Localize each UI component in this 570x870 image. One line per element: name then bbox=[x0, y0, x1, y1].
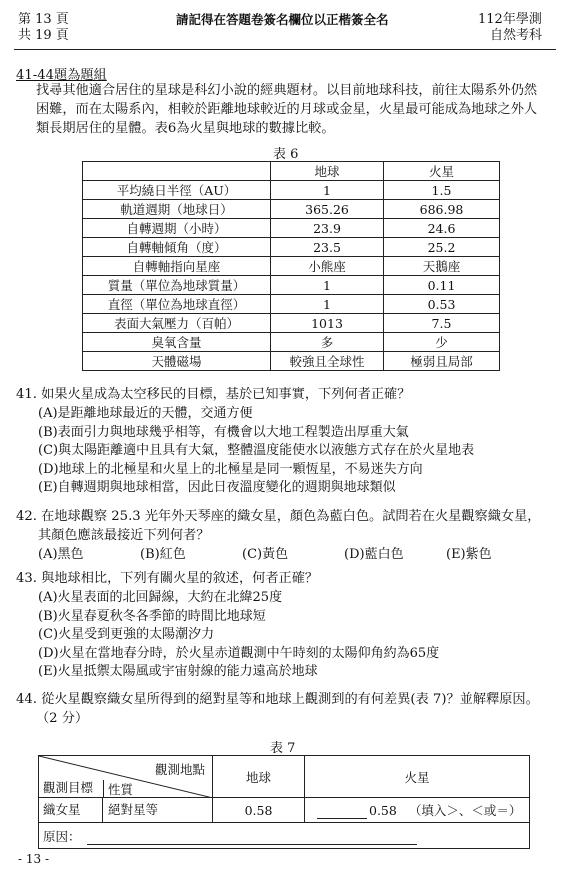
table-cell: 自轉軸傾角（度） bbox=[83, 238, 271, 257]
corner-left-label: 觀測目標 bbox=[43, 780, 94, 795]
signature-notice: 請記得在答題卷簽名欄位以正楷簽全名 bbox=[176, 12, 389, 27]
question-43-stem: 43. 與地球相比，下列有關火星的敘述，何者正確？ bbox=[16, 571, 319, 586]
option-a: (A)黑色 bbox=[38, 547, 84, 562]
table-cell: 少 bbox=[384, 333, 500, 352]
target-label: 織女星 bbox=[39, 798, 103, 822]
question-42-stem bbox=[16, 508, 556, 545]
header-divider bbox=[14, 49, 556, 50]
reason-cell bbox=[39, 823, 530, 849]
table-cell: 25.2 bbox=[384, 238, 500, 257]
table-cell: 質量（單位為地球質量） bbox=[83, 276, 271, 295]
option-c: (C)黃色 bbox=[242, 547, 289, 562]
question-43-options bbox=[38, 589, 558, 682]
table-cell: 1 bbox=[271, 295, 384, 314]
table-cell: 臭氧含量 bbox=[83, 333, 271, 352]
exam-name: 112年學測 bbox=[478, 12, 542, 27]
table-cell: 0.11 bbox=[384, 276, 500, 295]
corner-top-label: 觀測地點 bbox=[155, 762, 206, 777]
page-total: 共 19 頁 bbox=[18, 28, 69, 43]
table-cell: 天鵝座 bbox=[384, 257, 500, 276]
subject-name: 自然考科 bbox=[490, 28, 543, 43]
fill-hint: （填入＞、＜或＝） bbox=[408, 803, 522, 818]
table-cell: 1 bbox=[271, 276, 384, 295]
table-row bbox=[83, 200, 500, 219]
option-c: (C)火星受到更強的太陽潮汐力 bbox=[38, 627, 215, 642]
table-row bbox=[83, 333, 500, 352]
table-row bbox=[83, 295, 500, 314]
option-c: (C)與太陽距離適中且具有大氣，整體溫度能使水以液態方式存在於火星地表 bbox=[38, 443, 475, 458]
intro-line: 找尋其他適合居住的星球是科幻小說的經典題材。以目前地球科技，前往太陽系外仍然 bbox=[36, 83, 538, 98]
intro-line: 類長期居住的星體。表6為火星與地球的數據比較。 bbox=[36, 121, 335, 136]
page-number: 第 13 頁 bbox=[18, 12, 69, 27]
question-44-stem: 44. 從火星觀察織女星所得到的絕對星等和地球上觀測到的有何差異(表 7)？並解釋原因。 bbox=[16, 692, 539, 707]
table7-caption: 表 7 bbox=[270, 741, 296, 756]
table-cell: 較強且全球性 bbox=[271, 352, 384, 371]
table-cell bbox=[83, 162, 271, 181]
table-row bbox=[83, 238, 500, 257]
option-e: (E)自轉週期與地球相當，因此日夜溫度變化的週期與地球類似 bbox=[38, 480, 396, 495]
table-cell: 地球 bbox=[213, 756, 305, 798]
table-header-row bbox=[83, 162, 500, 181]
table-cell: 24.6 bbox=[384, 219, 500, 238]
table-row bbox=[83, 181, 500, 200]
table-cell: 火星 bbox=[384, 162, 500, 181]
group-intro bbox=[36, 81, 556, 138]
option-b: (B)表面引力與地球幾乎相等，有機會以大地工程製造出厚重大氣 bbox=[38, 424, 409, 440]
table-cell: 23.9 bbox=[271, 219, 384, 238]
stem-line: 42. 在地球觀察 25.3 光年外天琴座的織女星，顏色為藍白色。試問若在火星觀察織女星， bbox=[16, 509, 541, 524]
option-b: (B)火星春夏秋冬各季節的時間比地球短 bbox=[38, 608, 266, 624]
property-label: 絕對星等 bbox=[108, 802, 159, 817]
table-cell: 1 bbox=[271, 181, 384, 200]
table-cell: 23.5 bbox=[271, 238, 384, 257]
answer-blank[interactable] bbox=[317, 805, 367, 819]
table-cell: 686.98 bbox=[384, 200, 500, 219]
table-row bbox=[39, 823, 530, 849]
question-41-options bbox=[38, 405, 558, 498]
table-cell: 1.5 bbox=[384, 181, 500, 200]
table-row bbox=[83, 257, 500, 276]
group-title: 41-44題為題組 bbox=[16, 68, 107, 83]
table-cell: 自轉軸指向星座 bbox=[83, 257, 271, 276]
table-cell: 火星 bbox=[305, 756, 530, 798]
table-cell: 平均繞日半徑（AU） bbox=[83, 181, 271, 200]
option-d: (D)藍白色 bbox=[344, 547, 404, 562]
table-cell: 小熊座 bbox=[271, 257, 384, 276]
table-cell: 極弱且局部 bbox=[384, 352, 500, 371]
option-a: (A)是距離地球最近的天體，交通方便 bbox=[38, 406, 253, 421]
option-e: (E)紫色 bbox=[446, 547, 492, 562]
table-row bbox=[83, 352, 500, 371]
table-cell: 1013 bbox=[271, 314, 384, 333]
option-e: (E)火星抵禦太陽風或宇宙射線的能力遠高於地球 bbox=[38, 664, 318, 679]
diagonal-header-cell bbox=[39, 756, 213, 798]
table-cell: 7.5 bbox=[384, 314, 500, 333]
table-cell: 多 bbox=[271, 333, 384, 352]
table-row bbox=[83, 276, 500, 295]
reason-label: 原因： bbox=[43, 828, 81, 844]
table-cell: 0.58 bbox=[213, 798, 305, 823]
table-cell bbox=[305, 798, 530, 823]
option-d: (D)地球上的北極星和火星上的北極星是同一顆恆星，不易迷失方向 bbox=[38, 461, 423, 477]
question-41-stem: 41. 如果火星成為太空移民的目標，基於已知事實，下列何者正確？ bbox=[16, 387, 411, 402]
table-header-row bbox=[39, 756, 530, 798]
table-cell: 自轉週期（小時） bbox=[83, 219, 271, 238]
table-cell: 表面大氣壓力（百帕） bbox=[83, 314, 271, 333]
table-cell: 天體磁場 bbox=[83, 352, 271, 371]
table-cell: 地球 bbox=[271, 162, 384, 181]
table-cell: 365.26 bbox=[271, 200, 384, 219]
option-b: (B)紅色 bbox=[140, 547, 186, 562]
table-row bbox=[83, 314, 500, 333]
option-a: (A)火星表面的北回歸線，大約在北緯25度 bbox=[38, 590, 283, 605]
stem-line: 其顏色應該最接近下列何者？ bbox=[38, 527, 210, 543]
table6-caption: 表 6 bbox=[273, 147, 299, 162]
table7 bbox=[38, 755, 530, 849]
table-cell: 直徑（單位為地球直徑） bbox=[83, 295, 271, 314]
page-footer: - 13 - bbox=[18, 852, 50, 866]
intro-line: 困難，而在太陽系內，相較於距離地球較近的月球或金星，火星最可能成為地球之外人 bbox=[36, 102, 538, 117]
option-d: (D)火星在當地春分時，於火星赤道觀測中午時刻的太陽仰角約為65度 bbox=[38, 645, 440, 661]
table-row bbox=[83, 219, 500, 238]
mars-value: 0.58 bbox=[369, 803, 397, 818]
question-42-options bbox=[38, 546, 558, 565]
table-cell bbox=[39, 798, 213, 823]
question-44-points: （2 分） bbox=[36, 711, 89, 726]
table6 bbox=[82, 161, 500, 371]
corner-property-label: 性質 bbox=[103, 780, 133, 798]
table-cell: 軌道週期（地球日） bbox=[83, 200, 271, 219]
table-row bbox=[39, 798, 530, 823]
table-cell: 0.53 bbox=[384, 295, 500, 314]
reason-blank[interactable] bbox=[87, 831, 417, 845]
